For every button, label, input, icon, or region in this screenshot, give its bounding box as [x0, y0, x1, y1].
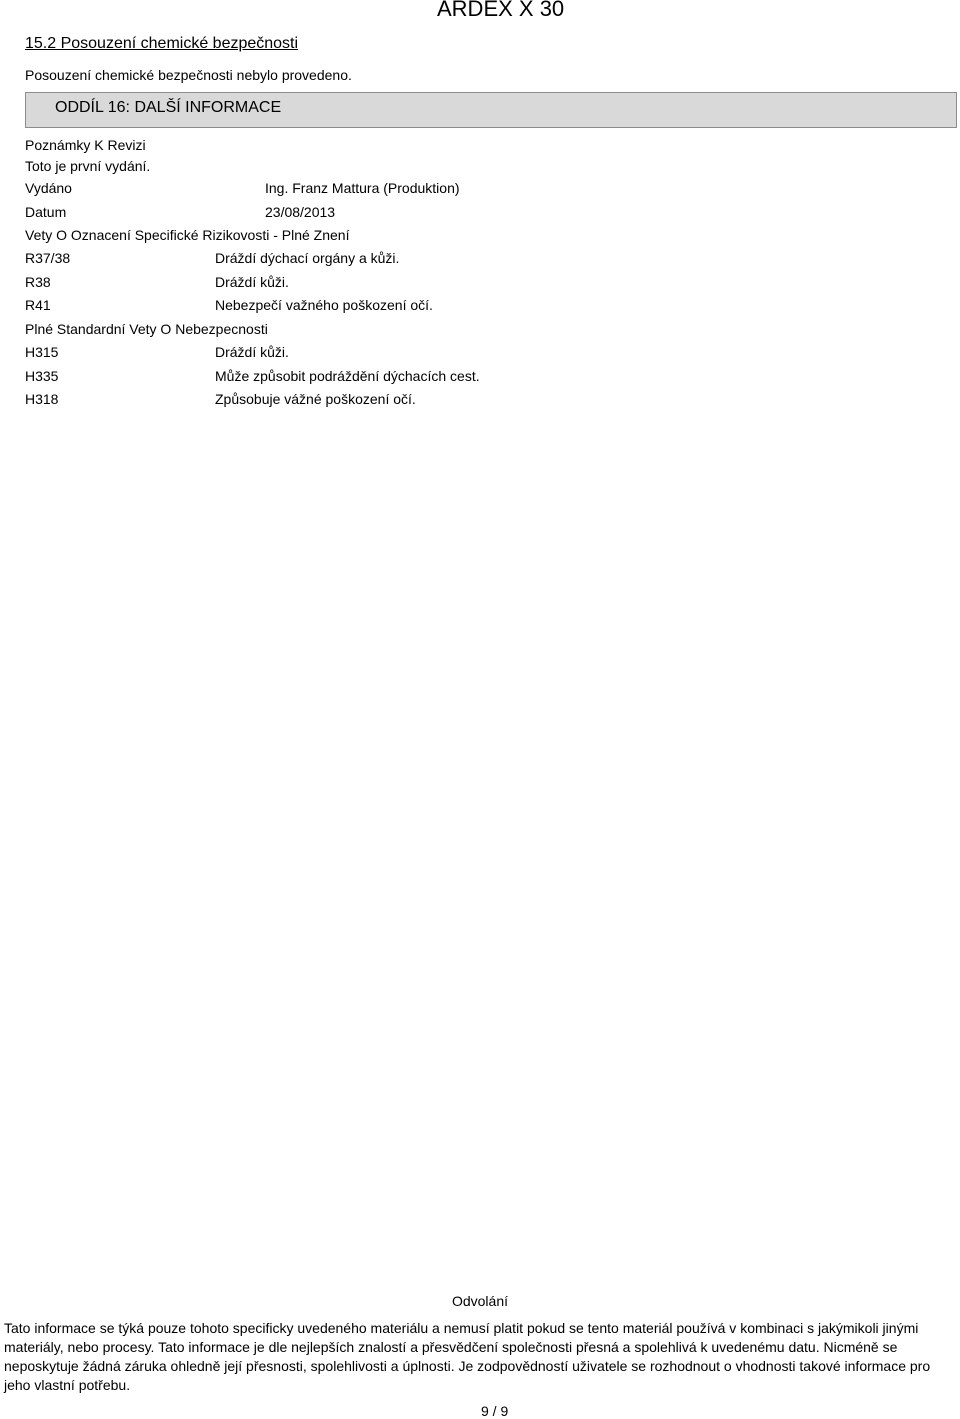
h-phrase-code: H318 — [25, 391, 59, 407]
revision-notes-label: Poznámky K Revizi — [25, 137, 146, 153]
product-name: ARDEX X 30 — [437, 0, 565, 21]
h-phrases-heading: Plné Standardní Vety O Nebezpecnosti — [25, 321, 268, 337]
issued-value: Ing. Franz Mattura (Produktion) — [265, 180, 460, 196]
h-phrase-code: H335 — [25, 368, 59, 384]
date-label: Datum — [25, 204, 67, 220]
section-15-2-text: Posouzení chemické bezpečnosti nebylo provedeno. — [25, 67, 352, 83]
disclaimer-title: Odvolání — [451, 1293, 509, 1309]
revision-notes-text: Toto je první vydání. — [25, 158, 151, 174]
page-number: 9 / 9 — [481, 1403, 509, 1419]
r-phrase-code: R41 — [25, 297, 51, 313]
section-16-heading: ODDÍL 16: DALŠÍ INFORMACE — [55, 99, 282, 116]
section-16-heading-bar — [25, 92, 957, 128]
h-phrase-text: Dráždí kůži. — [215, 344, 289, 360]
r-phrase-code: R37/38 — [25, 250, 71, 266]
date-value: 23/08/2013 — [265, 204, 336, 220]
r-phrase-text: Nebezpečí važného poškození očí. — [215, 297, 433, 313]
h-phrase-text: Může způsobit podráždění dýchacích cest. — [215, 368, 480, 384]
section-15-2-title: 15.2 Posouzení chemické bezpečnosti — [25, 35, 299, 52]
issued-label: Vydáno — [25, 180, 72, 196]
r-phrase-text: Dráždí kůži. — [215, 274, 289, 290]
h-phrase-text: Způsobuje vážné poškození očí. — [215, 391, 416, 407]
h-phrase-code: H315 — [25, 344, 59, 360]
r-phrase-code: R38 — [25, 274, 51, 290]
r-phrase-text: Dráždí dýchací orgány a kůži. — [215, 250, 400, 266]
r-phrases-heading: Vety O Oznacení Specifické Rizikovosti - Plné Znení — [25, 227, 350, 243]
disclaimer-text: Tato informace se týká pouze tohoto specificky uvedeného materiálu a nemusí platit pokud se tento materiál používá v kombinaci s jakýmikoli jinými materiály, nebo procesy. Tato informace je dle nejlepších znalostí a přesvědčení společnosti přesná a spolehlivá k uvedenému datu. Nicméně se neposkytuje žádná záruka ohledně její přesnosti, spolehlivosti a úplnosti. Je zodpovědností uživatele se rozhodnout o vhodnosti takové informace pro jeho vlastní potřebu. — [4, 1320, 931, 1393]
